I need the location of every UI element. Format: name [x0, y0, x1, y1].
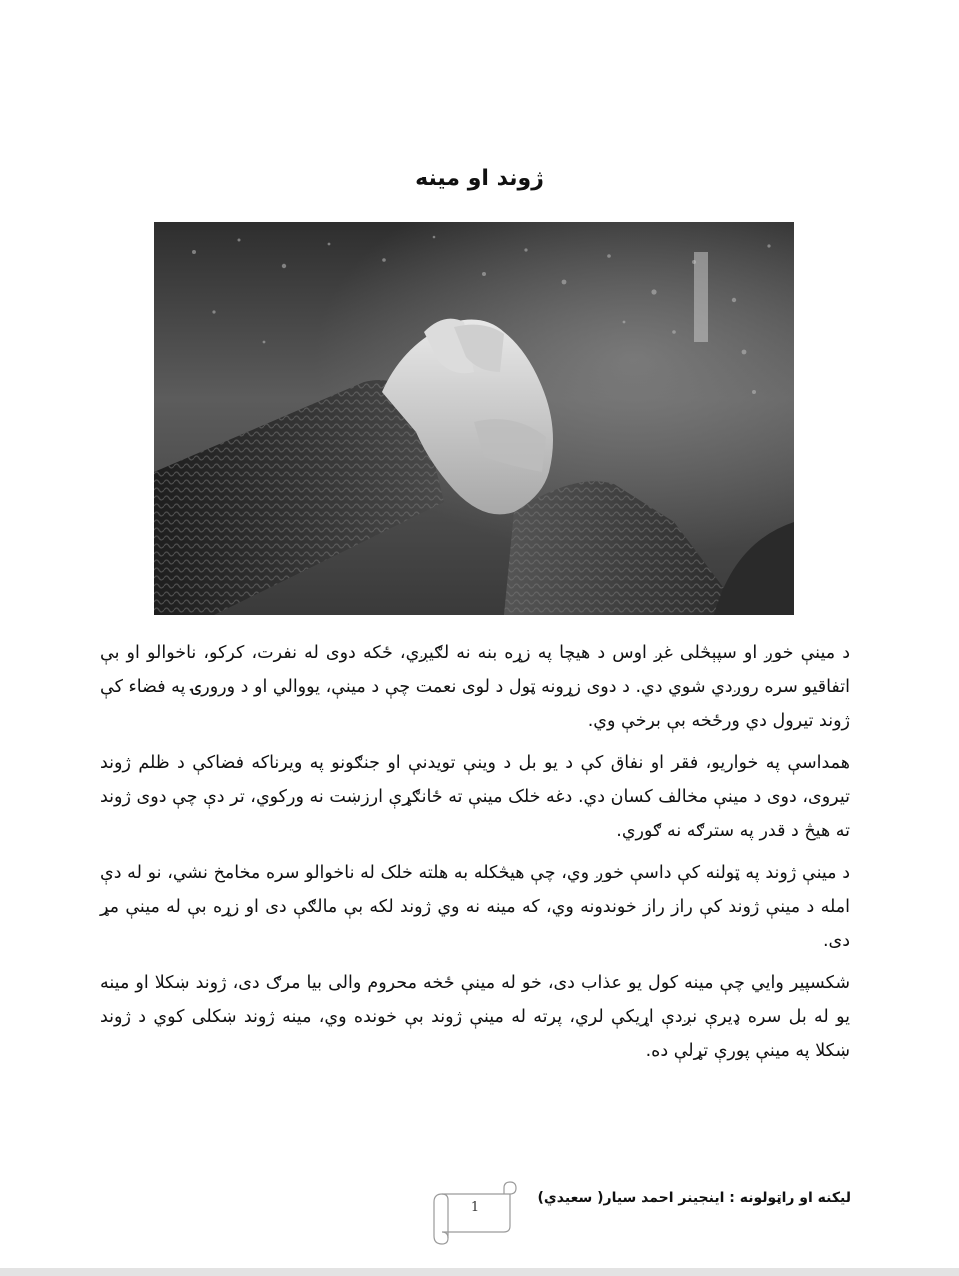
- page-title: ژوند او مینه: [415, 166, 544, 191]
- paragraph: همداسې په خواریو، فقر او نفاق کې د یو بل د وینې تویدنې او جنګونو په ویرناکه فضاکې د ظلم ژوند تیروی، دوی د مینې مخالف کسان دي. دغه خلک مینې ته ځانګړې ارزښت نه ورکوي، تر دې چې دوی ژوند ته هیڅ د قدر په سترګه نه ګوري.: [100, 753, 850, 841]
- hands-photo: [154, 222, 794, 615]
- paragraph: د مینې ژوند په ټولنه کې داسې خوږ وي، چې هیڅکله به هلته خلک له ناخوالو سره مخامخ نشي، نو له دې امله د مینې ژوند کې راز راز خوندونه وي، که مینه نه وي ژوند لکه بې مالګې دی او زړه بې له مینې مړ دی.: [100, 863, 850, 951]
- paragraph: د مینې خوږ او سپېڅلی غږ اوس د هیچا په زړه بنه نه لګیږي، ځکه دوی له نفرت، کرکو، ناخوالو او بې اتفاقیو سره روږدي شوي دي. د دوی زړونه ټول د لوی نعمت چې د مینې، یووالي او د ورورۍ په فضاء کې ژوند تیرول دي ورځخه بې برخې وي.: [100, 643, 850, 731]
- page-bottom-edge: [0, 1268, 959, 1276]
- article-body: [100, 636, 850, 1076]
- page-number: 1: [470, 1200, 480, 1215]
- paragraph: شکسپیر وایي چې مینه کول یو عذاب دی، خو له مینې ځخه محروم والی بیا مرګ دی، ژوند ښکلا او مینه یو له بل سره ډیرې نږدې اړیکې لري، پرته له مینې ژوند بې خونده وي، مینه ژوند ښکلی کوي د ژوند ښکلا په مینې پورې تړلې ده.: [100, 973, 850, 1061]
- author-credit: لیکنه او راټولونه : اینجینر احمد سیار( سعیدي): [537, 1190, 851, 1206]
